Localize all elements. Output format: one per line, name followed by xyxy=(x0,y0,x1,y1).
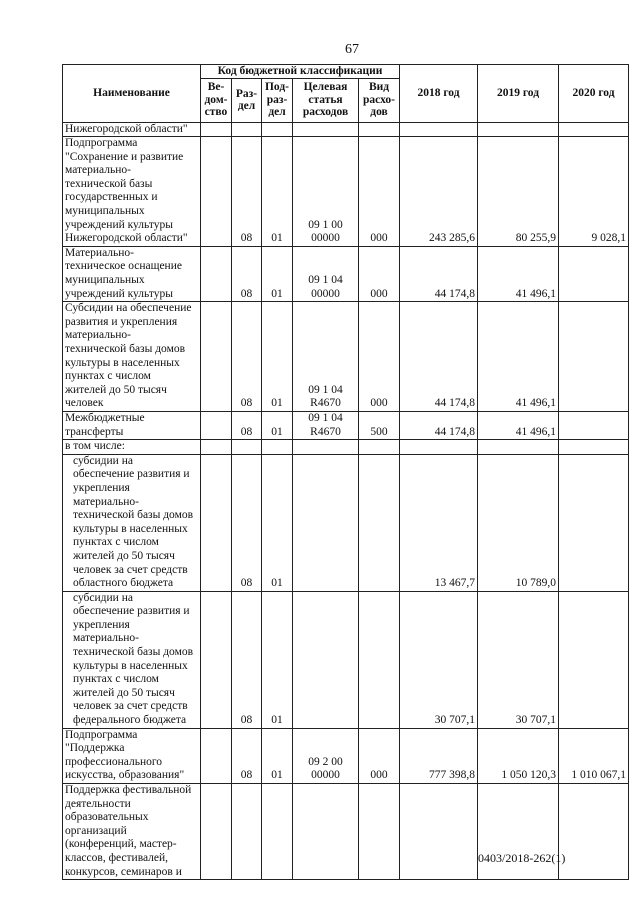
row-2019: 41 496,1 xyxy=(478,302,559,412)
row-vr: 500 xyxy=(359,411,400,439)
row-2020 xyxy=(559,454,629,591)
row-2019: 1 050 120,3 xyxy=(478,728,559,783)
header-razdel: Раз- дел xyxy=(232,78,262,122)
row-2019: 80 255,9 xyxy=(478,137,559,247)
row-podrazdel: 01 xyxy=(262,246,293,301)
row-razdel xyxy=(232,784,262,880)
row-csr xyxy=(293,591,359,728)
row-csr: 09 1 04 00000 xyxy=(293,246,359,301)
row-2018: 44 174,8 xyxy=(400,411,478,439)
row-2018: 777 398,8 xyxy=(400,728,478,783)
table-row xyxy=(63,122,629,137)
row-csr: 09 1 04 R4670 xyxy=(293,411,359,439)
row-name: в том числе: xyxy=(63,440,201,455)
row-razdel: 08 xyxy=(232,137,262,247)
row-vr xyxy=(359,440,400,455)
row-2020 xyxy=(559,302,629,412)
table-row xyxy=(63,591,629,728)
row-csr: 09 2 00 00000 xyxy=(293,728,359,783)
row-name-cell xyxy=(63,591,201,728)
table-row xyxy=(63,411,629,439)
header-2019: 2019 год xyxy=(478,65,559,123)
row-name: Материально- техническое оснащение муниципальных учреждений культуры xyxy=(63,246,201,301)
row-podrazdel: 01 xyxy=(262,728,293,783)
row-2020: 9 028,1 xyxy=(559,137,629,247)
header-vedomstvo: Ве- дом- ство xyxy=(201,78,232,122)
row-ved xyxy=(201,728,232,783)
row-2020 xyxy=(559,246,629,301)
row-csr xyxy=(293,454,359,591)
row-csr: 09 1 00 00000 xyxy=(293,137,359,247)
budget-table xyxy=(62,64,629,880)
row-podrazdel: 01 xyxy=(262,302,293,412)
row-ved xyxy=(201,137,232,247)
row-ved xyxy=(201,302,232,412)
row-razdel xyxy=(232,122,262,137)
table-row xyxy=(63,246,629,301)
row-ved xyxy=(201,454,232,591)
row-2020: 1 010 067,1 xyxy=(559,728,629,783)
header-vid-rashodov: Вид расхо- дов xyxy=(359,78,400,122)
row-ved xyxy=(201,122,232,137)
row-name: субсидии на обеспечение развития и укрепления материально- технической базы домов культуры в населенных пунктах с числом жителей до 50 тысяч человек за счет средств федерального бюджета xyxy=(73,591,194,727)
row-csr xyxy=(293,784,359,880)
page-number: 67 xyxy=(345,42,359,57)
row-podrazdel: 01 xyxy=(262,591,293,728)
row-vr xyxy=(359,784,400,880)
row-2019: 41 496,1 xyxy=(478,411,559,439)
row-podrazdel: 01 xyxy=(262,137,293,247)
row-2019 xyxy=(478,122,559,137)
row-vr xyxy=(359,122,400,137)
row-2018 xyxy=(400,784,478,880)
row-2020 xyxy=(559,411,629,439)
row-name: Поддержка фестивальной деятельности образовательных организаций (конференций, мастер- классов, фестивалей, конкурсов, семинаров и xyxy=(63,784,201,880)
row-2018: 44 174,8 xyxy=(400,246,478,301)
row-podrazdel xyxy=(262,440,293,455)
row-vr: 000 xyxy=(359,137,400,247)
row-2018: 243 285,6 xyxy=(400,137,478,247)
row-2019 xyxy=(478,440,559,455)
header-name: Наименование xyxy=(63,65,201,123)
document-code: 0403/2018-262(1) xyxy=(478,851,566,865)
row-name: Субсидии на обеспечение развития и укрепления материально- технической базы домов культуры в населенных пунктах с числом жителей до 50 тысяч человек xyxy=(63,302,201,412)
row-name: Подпрограмма "Сохранение и развитие материально- технической базы государственных и муниципальных учреждений культуры Нижегородской области" xyxy=(63,137,201,247)
table-row xyxy=(63,440,629,455)
row-ved xyxy=(201,246,232,301)
row-razdel: 08 xyxy=(232,728,262,783)
header-2018: 2018 год xyxy=(400,65,478,123)
row-ved xyxy=(201,440,232,455)
row-2020 xyxy=(559,440,629,455)
row-ved xyxy=(201,591,232,728)
row-2018: 30 707,1 xyxy=(400,591,478,728)
row-razdel: 08 xyxy=(232,302,262,412)
row-razdel: 08 xyxy=(232,411,262,439)
row-podrazdel xyxy=(262,784,293,880)
row-name: Нижегородской области" xyxy=(63,122,201,137)
row-csr: 09 1 04 R4670 xyxy=(293,302,359,412)
table-row xyxy=(63,454,629,591)
row-podrazdel xyxy=(262,122,293,137)
row-name: субсидии на обеспечение развития и укрепления материально- технической базы домов культуры в населенных пунктах с числом жителей до 50 тысяч человек за счет средств областного бюджета xyxy=(73,454,194,590)
header-2020: 2020 год xyxy=(559,65,629,123)
row-2018: 44 174,8 xyxy=(400,302,478,412)
row-name: Подпрограмма "Поддержка профессионального искусства, образования" xyxy=(63,728,201,783)
row-vr xyxy=(359,454,400,591)
row-2020 xyxy=(559,122,629,137)
row-2018 xyxy=(400,122,478,137)
header-celevaya-statya: Целевая статья расходов xyxy=(293,78,359,122)
row-2019: 10 789,0 xyxy=(478,454,559,591)
row-2020 xyxy=(559,784,629,880)
row-ved xyxy=(201,411,232,439)
row-csr xyxy=(293,440,359,455)
row-razdel: 08 xyxy=(232,454,262,591)
row-podrazdel: 01 xyxy=(262,454,293,591)
row-razdel: 08 xyxy=(232,591,262,728)
row-vr: 000 xyxy=(359,302,400,412)
row-ved xyxy=(201,784,232,880)
row-name: Межбюджетные трансферты xyxy=(63,411,201,439)
row-vr: 000 xyxy=(359,246,400,301)
row-name-cell xyxy=(63,454,201,591)
row-vr: 000 xyxy=(359,728,400,783)
row-2018: 13 467,7 xyxy=(400,454,478,591)
row-vr xyxy=(359,591,400,728)
table-row xyxy=(63,302,629,412)
table-row xyxy=(63,137,629,247)
row-razdel xyxy=(232,440,262,455)
row-2019: 30 707,1 xyxy=(478,591,559,728)
row-2019: 41 496,1 xyxy=(478,246,559,301)
header-classification-group: Код бюджетной классификации xyxy=(201,65,400,79)
row-2020 xyxy=(559,591,629,728)
row-razdel: 08 xyxy=(232,246,262,301)
row-csr xyxy=(293,122,359,137)
table-row xyxy=(63,728,629,783)
header-podrazdel: Под- раз- дел xyxy=(262,78,293,122)
row-2018 xyxy=(400,440,478,455)
row-podrazdel: 01 xyxy=(262,411,293,439)
